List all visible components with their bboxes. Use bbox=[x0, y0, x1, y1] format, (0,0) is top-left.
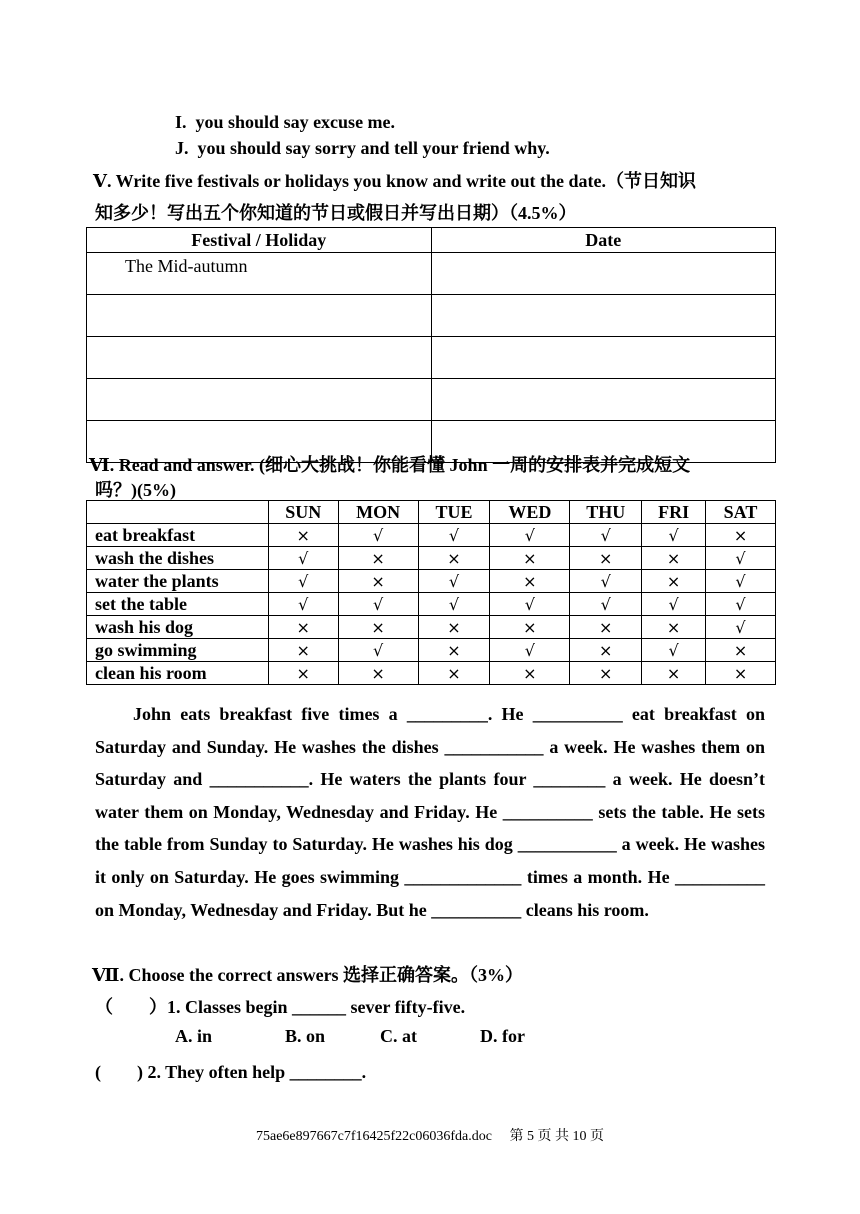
day-header: SAT bbox=[706, 501, 776, 524]
footer-page-number: 第 5 页 共 10 页 bbox=[509, 1129, 604, 1144]
schedule-mark: √ bbox=[570, 593, 642, 616]
schedule-mark: × bbox=[490, 616, 570, 639]
schedule-mark: × bbox=[418, 547, 490, 570]
day-header: FRI bbox=[642, 501, 706, 524]
schedule-mark: √ bbox=[338, 639, 418, 662]
schedule-row bbox=[87, 524, 776, 547]
schedule-mark: √ bbox=[706, 547, 776, 570]
section6-heading-line1: Ⅵ. Read and answer. (细心大挑战！你能看懂 John 一周的安排表并完成短文 bbox=[89, 455, 691, 475]
date-cell bbox=[431, 295, 775, 337]
schedule-mark: √ bbox=[570, 570, 642, 593]
schedule-mark: × bbox=[338, 570, 418, 593]
schedule-mark: × bbox=[338, 616, 418, 639]
schedule-mark: √ bbox=[642, 639, 706, 662]
date-cell bbox=[431, 337, 775, 379]
date-cell bbox=[431, 379, 775, 421]
activity-label: go swimming bbox=[87, 639, 269, 662]
schedule-mark: √ bbox=[642, 524, 706, 547]
schedule-mark: √ bbox=[706, 570, 776, 593]
activity-label: wash the dishes bbox=[87, 547, 269, 570]
schedule-row bbox=[87, 570, 776, 593]
festival-table bbox=[86, 227, 776, 463]
schedule-mark: × bbox=[706, 639, 776, 662]
day-header: THU bbox=[570, 501, 642, 524]
question-1-options bbox=[175, 1026, 525, 1047]
schedule-mark: × bbox=[490, 570, 570, 593]
schedule-mark: × bbox=[268, 616, 338, 639]
activity-label: set the table bbox=[87, 593, 269, 616]
schedule-table bbox=[86, 500, 776, 685]
schedule-mark: √ bbox=[570, 524, 642, 547]
schedule-mark: × bbox=[570, 616, 642, 639]
date-column-header: Date bbox=[431, 228, 775, 253]
schedule-mark: √ bbox=[706, 593, 776, 616]
schedule-mark: × bbox=[268, 639, 338, 662]
schedule-mark: √ bbox=[490, 639, 570, 662]
option-i bbox=[175, 112, 395, 133]
option-i-letter: I. bbox=[175, 112, 187, 132]
festival-row bbox=[87, 295, 776, 337]
schedule-row bbox=[87, 662, 776, 685]
option-a: A. in bbox=[175, 1026, 213, 1046]
festival-row bbox=[87, 253, 776, 295]
schedule-mark: × bbox=[642, 570, 706, 593]
festival-column-header: Festival / Holiday bbox=[87, 228, 432, 253]
activity-label: eat breakfast bbox=[87, 524, 269, 547]
schedule-corner bbox=[87, 501, 269, 524]
question-2: ( ) 2. They often help ________. bbox=[95, 1062, 367, 1082]
schedule-mark: √ bbox=[642, 593, 706, 616]
schedule-mark: √ bbox=[268, 547, 338, 570]
schedule-mark: √ bbox=[268, 570, 338, 593]
schedule-row bbox=[87, 616, 776, 639]
option-i-text: you should say excuse me. bbox=[195, 112, 396, 132]
schedule-mark: √ bbox=[338, 593, 418, 616]
schedule-mark: × bbox=[418, 662, 490, 685]
festival-row bbox=[87, 379, 776, 421]
festival-cell bbox=[87, 295, 432, 337]
schedule-mark: √ bbox=[490, 593, 570, 616]
schedule-mark: √ bbox=[706, 616, 776, 639]
schedule-mark: × bbox=[338, 662, 418, 685]
section7-heading: Ⅶ. Choose the correct answers 选择正确答案。（3%） bbox=[92, 965, 524, 985]
schedule-mark: × bbox=[706, 524, 776, 547]
schedule-mark: × bbox=[570, 547, 642, 570]
footer-filename: 75ae6e897667c7f16425f22c06036fda.doc bbox=[256, 1129, 492, 1144]
page-footer bbox=[0, 1125, 860, 1145]
schedule-mark: × bbox=[268, 524, 338, 547]
schedule-mark: × bbox=[490, 662, 570, 685]
schedule-mark: × bbox=[268, 662, 338, 685]
schedule-row bbox=[87, 547, 776, 570]
schedule-mark: × bbox=[706, 662, 776, 685]
schedule-mark: × bbox=[338, 547, 418, 570]
section6-heading-line2: 吗？)(5%) bbox=[95, 480, 176, 500]
activity-label: wash his dog bbox=[87, 616, 269, 639]
day-header: TUE bbox=[418, 501, 490, 524]
schedule-mark: √ bbox=[490, 524, 570, 547]
day-header: MON bbox=[338, 501, 418, 524]
festival-row bbox=[87, 337, 776, 379]
schedule-header-row bbox=[87, 501, 776, 524]
schedule-row bbox=[87, 593, 776, 616]
day-header: WED bbox=[490, 501, 570, 524]
festival-cell: The Mid-autumn bbox=[87, 253, 432, 295]
section5-heading-line2: 知多少！写出五个你知道的节日或假日并写出日期）（4.5%） bbox=[95, 203, 577, 223]
schedule-mark: × bbox=[642, 547, 706, 570]
date-cell bbox=[431, 253, 775, 295]
schedule-mark: × bbox=[570, 662, 642, 685]
schedule-mark: × bbox=[490, 547, 570, 570]
schedule-mark: × bbox=[570, 639, 642, 662]
schedule-mark: √ bbox=[418, 524, 490, 547]
section5-heading-line1: Ⅴ. Write five festivals or holidays you know and write out the date.（节日知识 bbox=[93, 171, 696, 191]
option-j bbox=[175, 138, 550, 159]
cloze-passage bbox=[95, 698, 765, 926]
schedule-mark: √ bbox=[338, 524, 418, 547]
festival-cell bbox=[87, 379, 432, 421]
schedule-mark: √ bbox=[418, 593, 490, 616]
activity-label: clean his room bbox=[87, 662, 269, 685]
option-j-text: you should say sorry and tell your friend why. bbox=[197, 138, 550, 158]
option-c: C. at bbox=[380, 1026, 417, 1046]
question-1: （ ）1. Classes begin ______ sever fifty-five. bbox=[95, 997, 466, 1017]
cloze-passage-text: John eats breakfast five times a _________. He __________ eat breakfast on Saturday and Sunday. He washes the dishes ___________ a week. He washes them on Saturday and ___________. He waters the plants four ________ a week. He doesn’t water them on Monday, Wednesday and Friday. He __________ sets the table. He sets the table from Sunday to Saturday. He washes his dog ___________ a week. He washes it only on Saturday. He goes swimming _____________ times a month. He __________ on Monday, Wednesday and Friday. But he __________ cleans his room. bbox=[95, 704, 765, 920]
option-j-letter: J. bbox=[175, 138, 189, 158]
schedule-mark: × bbox=[418, 639, 490, 662]
option-b: B. on bbox=[285, 1026, 326, 1046]
festival-cell bbox=[87, 337, 432, 379]
schedule-mark: × bbox=[642, 662, 706, 685]
day-header: SUN bbox=[268, 501, 338, 524]
schedule-mark: × bbox=[418, 616, 490, 639]
schedule-row bbox=[87, 639, 776, 662]
activity-label: water the plants bbox=[87, 570, 269, 593]
schedule-mark: √ bbox=[268, 593, 338, 616]
schedule-mark: √ bbox=[418, 570, 490, 593]
option-d: D. for bbox=[480, 1026, 525, 1046]
schedule-mark: × bbox=[642, 616, 706, 639]
